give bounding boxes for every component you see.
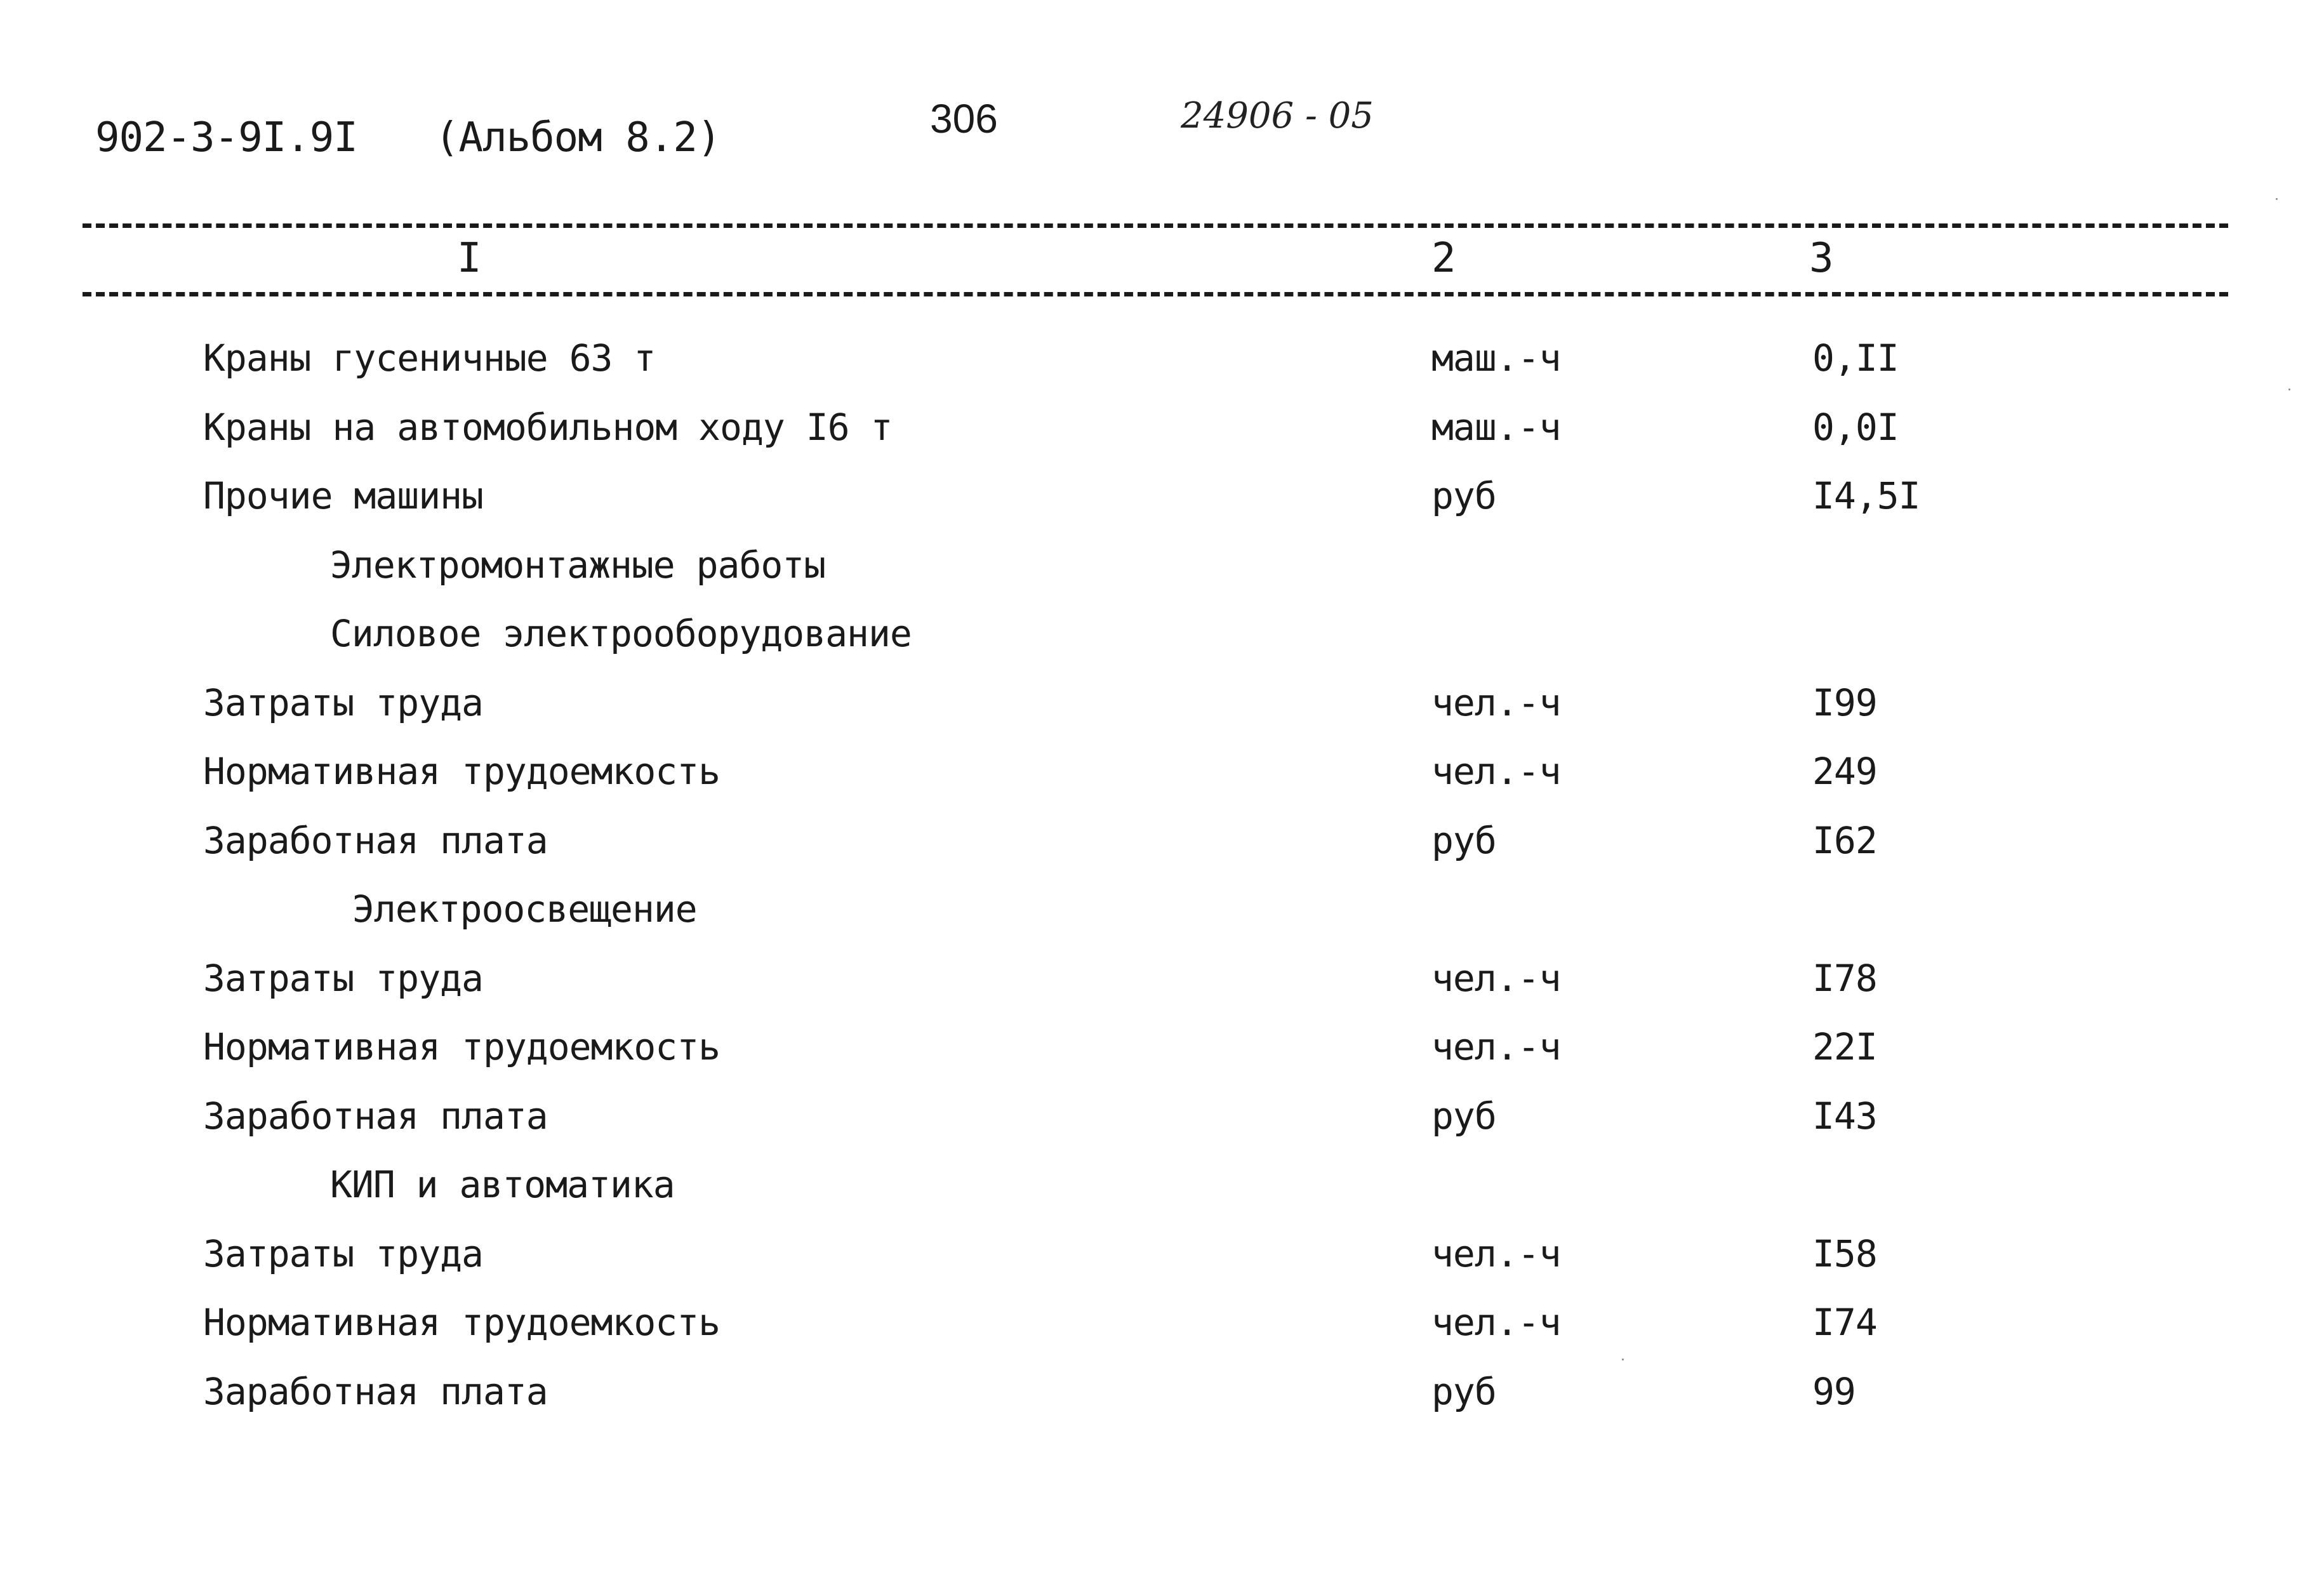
row-unit: маш.-ч	[1431, 336, 1561, 380]
row-name: Затраты труда	[203, 956, 483, 1000]
row-unit: чел.-ч	[1431, 1301, 1561, 1344]
column-header-3: 3	[1809, 235, 1834, 282]
handwritten-code: 24906 - 05	[1181, 95, 1374, 136]
row-value: I62	[1812, 818, 1877, 862]
table-row	[0, 474, 2324, 543]
table-row	[0, 1370, 2324, 1439]
column-header-2: 2	[1431, 235, 1456, 282]
document-code: 902-3-9I.9I	[95, 114, 357, 161]
row-unit: чел.-ч	[1431, 750, 1561, 793]
row-name: Краны гусеничные 63 т	[203, 336, 656, 380]
row-unit: руб	[1431, 818, 1496, 862]
section-heading-row	[0, 543, 2324, 613]
table-row	[0, 336, 2324, 406]
row-value: 99	[1812, 1369, 1856, 1413]
table-body	[0, 336, 2324, 1439]
table-row	[0, 1301, 2324, 1370]
row-name: Заработная плата	[203, 1094, 548, 1138]
row-unit: чел.-ч	[1431, 681, 1561, 724]
row-value: I43	[1812, 1094, 1877, 1138]
row-name: Затраты труда	[203, 1232, 483, 1275]
row-value: I4,5I	[1812, 474, 1920, 517]
row-name: Прочие машины	[203, 474, 483, 517]
table-row	[0, 819, 2324, 888]
row-value: I99	[1812, 681, 1877, 724]
row-unit: чел.-ч	[1431, 1232, 1561, 1275]
row-value: 0,II	[1812, 336, 1899, 380]
section-heading-row	[0, 612, 2324, 681]
table-row	[0, 750, 2324, 819]
row-value: I74	[1812, 1301, 1877, 1344]
section-heading-row	[0, 1163, 2324, 1232]
row-value: I58	[1812, 1232, 1877, 1275]
row-value: 22I	[1812, 1025, 1877, 1068]
row-unit: чел.-ч	[1431, 1025, 1561, 1068]
row-unit: руб	[1431, 1094, 1496, 1138]
page-header	[95, 95, 1492, 159]
scan-speck	[2276, 198, 2278, 200]
row-value: 249	[1812, 750, 1877, 793]
scan-speck	[1622, 1359, 1624, 1360]
table-row	[0, 1094, 2324, 1164]
row-unit: чел.-ч	[1431, 956, 1561, 1000]
page-number: 306	[930, 96, 998, 142]
row-unit: маш.-ч	[1431, 405, 1561, 449]
section-heading: Электроосвещение	[352, 887, 697, 931]
row-value: I78	[1812, 956, 1877, 1000]
row-unit: руб	[1431, 474, 1496, 517]
row-value: 0,0I	[1812, 405, 1899, 449]
section-heading: Электромонтажные работы	[330, 543, 826, 587]
table-row	[0, 681, 2324, 750]
table-row	[0, 406, 2324, 475]
row-name: Затраты труда	[203, 681, 483, 724]
section-heading-row	[0, 887, 2324, 957]
table-row	[0, 1232, 2324, 1301]
row-name: Нормативная трудоемкость	[203, 750, 720, 793]
row-name: Нормативная трудоемкость	[203, 1301, 720, 1344]
scan-speck	[2288, 389, 2290, 390]
table-top-divider	[83, 223, 2228, 228]
row-name: Нормативная трудоемкость	[203, 1025, 720, 1068]
album-label: (Альбом 8.2)	[435, 114, 721, 161]
column-header-1: I	[457, 235, 482, 282]
table-row	[0, 1025, 2324, 1094]
table-header-divider	[83, 292, 2228, 296]
row-name: Краны на автомобильном ходу I6 т	[203, 405, 893, 449]
section-heading: КИП и автоматика	[330, 1163, 675, 1206]
row-name: Заработная плата	[203, 818, 548, 862]
table-row	[0, 957, 2324, 1026]
row-name: Заработная плата	[203, 1369, 548, 1413]
section-heading: Силовое электрооборудование	[330, 612, 912, 655]
row-unit: руб	[1431, 1369, 1496, 1413]
